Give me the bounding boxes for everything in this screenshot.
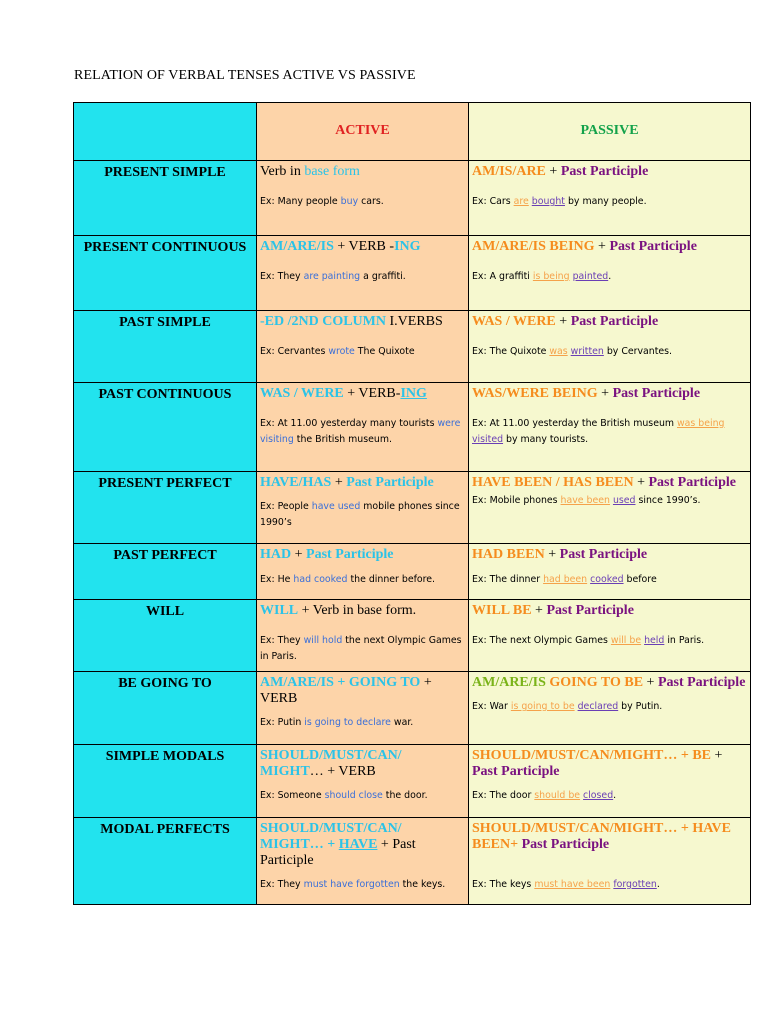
tense-name: PRESENT PERFECT: [74, 472, 257, 544]
passive-example: [472, 194, 747, 210]
example-participle: written: [570, 346, 604, 357]
passive-form: [472, 547, 747, 563]
example-verb: buy: [340, 196, 359, 207]
active-form: [260, 164, 465, 180]
tense-name: PAST SIMPLE: [74, 311, 257, 383]
form-text: +: [633, 475, 649, 490]
form-participle: Past Participle: [559, 547, 648, 562]
form-highlight: HAD: [260, 547, 292, 562]
example-aux: was being: [677, 418, 725, 429]
active-form: [260, 314, 465, 330]
passive-cell: [469, 472, 751, 544]
form-participle: Past Participle: [609, 239, 697, 254]
passive-example: [472, 269, 747, 285]
form-highlight: base form: [304, 164, 360, 179]
tense-name: BE GOING TO: [74, 672, 257, 745]
active-example: [260, 194, 465, 210]
active-cell: [257, 311, 469, 383]
passive-cell: [469, 600, 751, 672]
passive-cell: [469, 818, 751, 905]
active-cell: [257, 672, 469, 745]
form-highlight: HAVE: [338, 837, 378, 852]
example-text: Ex: Someone: [260, 790, 325, 801]
example-verb: is going to declare: [304, 717, 391, 728]
form-highlight: WILL: [260, 603, 299, 618]
table-row: [74, 383, 751, 472]
active-cell: [257, 600, 469, 672]
form-participle: Past Participle: [560, 164, 649, 179]
example-participle: cooked: [590, 574, 624, 585]
passive-example: [472, 344, 747, 360]
form-highlight: ING: [400, 386, 427, 401]
example-text: Ex: They: [260, 271, 304, 282]
active-cell: [257, 818, 469, 905]
header-active: [257, 103, 469, 161]
example-aux: must have been: [534, 879, 611, 890]
example-text: cars.: [358, 196, 384, 207]
table-row: [74, 161, 751, 236]
example-aux: are: [513, 196, 529, 207]
example-text: Ex: Putin: [260, 717, 305, 728]
form-aux: GOING TO BE: [549, 675, 644, 690]
active-example: [260, 269, 465, 285]
form-aux: SHOULD/MUST/CAN/MIGHT… + BE: [472, 748, 712, 763]
example-participle: visited: [472, 434, 504, 445]
page-title: RELATION OF VERBAL TENSES ACTIVE VS PASSIVE: [74, 68, 416, 83]
table-row: [74, 745, 751, 818]
example-text: since 1990’s.: [635, 495, 701, 506]
example-text: Ex: He: [260, 574, 294, 585]
example-text: The Quixote: [354, 346, 415, 357]
table-row: [74, 472, 751, 544]
form-text: +: [544, 547, 560, 562]
active-cell: [257, 544, 469, 600]
form-aux: SHOULD/MUST/CAN/MIGHT… + HAVE BEEN+: [472, 821, 731, 852]
form-highlight: ING: [394, 239, 421, 254]
table-row: [74, 600, 751, 672]
example-verb: will hold: [303, 635, 343, 646]
form-participle: Past Participle: [570, 314, 659, 329]
passive-form: [472, 821, 747, 853]
passive-form: [472, 675, 747, 691]
active-cell: [257, 236, 469, 311]
form-text: +: [555, 314, 571, 329]
form-participle: Past Participle: [648, 475, 736, 490]
example-text: by Putin.: [618, 701, 663, 712]
example-participle: closed: [583, 790, 614, 801]
example-text: Ex: Mobile phones: [472, 495, 561, 506]
example-text: Ex: They: [260, 635, 304, 646]
passive-example: [472, 572, 747, 588]
form-aux: AM/ARE/IS BEING: [472, 239, 595, 254]
form-text: +: [711, 748, 723, 763]
example-text: war.: [390, 717, 414, 728]
active-cell: [257, 383, 469, 472]
passive-form: [472, 475, 747, 491]
active-form: [260, 239, 465, 255]
table-row: [74, 311, 751, 383]
example-text: before: [623, 574, 657, 585]
example-text: mobile phones since 1990’s: [260, 501, 460, 528]
form-highlight: -ED /2ND COLUMN: [260, 314, 386, 329]
tense-name: WILL: [74, 600, 257, 672]
example-text: a graffiti.: [360, 271, 406, 282]
active-example: [260, 877, 465, 893]
form-text: +: [643, 675, 658, 690]
form-aux: WAS/WERE BEING: [472, 386, 598, 401]
table-header-row: [74, 103, 751, 161]
active-example: [260, 499, 465, 531]
passive-form: [472, 386, 747, 402]
example-verb: were visiting: [260, 418, 461, 445]
form-text: +: [331, 475, 347, 490]
example-participle: bought: [531, 196, 565, 207]
active-cell: [257, 472, 469, 544]
example-text: the keys.: [399, 879, 446, 890]
active-cell: [257, 745, 469, 818]
passive-form: [472, 748, 747, 780]
passive-example: [472, 633, 747, 649]
example-participle: used: [612, 495, 636, 506]
example-text: Ex: They: [260, 879, 304, 890]
tense-name: MODAL PERFECTS: [74, 818, 257, 905]
tenses-table: [73, 102, 751, 905]
example-text: the next Olympic Games in Paris.: [260, 635, 462, 662]
active-example: [260, 572, 465, 588]
example-text: Ex: At 11.00 yesterday the British museum: [472, 418, 678, 429]
example-verb: must have forgotten: [303, 879, 400, 890]
form-participle: Past Participle: [472, 764, 560, 779]
form-text: Verb in: [260, 164, 305, 179]
header-active-label: ACTIVE: [335, 123, 390, 138]
form-text: … + VERB: [309, 764, 376, 779]
example-verb: should close: [324, 790, 383, 801]
example-verb: have used: [311, 501, 361, 512]
active-example: [260, 344, 465, 360]
example-text: Ex: The door: [472, 790, 535, 801]
form-text: +: [531, 603, 547, 618]
form-participle: Past Participle: [612, 386, 701, 401]
form-text: + Past Participle: [260, 837, 416, 868]
form-text: +: [291, 547, 307, 562]
active-form: [260, 821, 465, 869]
passive-example: [472, 788, 747, 804]
table-row: [74, 818, 751, 905]
example-aux: is being: [532, 271, 570, 282]
tense-name: PAST PERFECT: [74, 544, 257, 600]
table-row: [74, 672, 751, 745]
passive-cell: [469, 544, 751, 600]
form-text: +: [545, 164, 561, 179]
example-text: Ex: Cars: [472, 196, 514, 207]
passive-cell: [469, 311, 751, 383]
example-participle: forgotten: [613, 879, 657, 890]
passive-example: [472, 699, 747, 715]
form-text: + VERB-: [343, 386, 401, 401]
active-form: [260, 386, 465, 402]
passive-cell: [469, 672, 751, 745]
passive-cell: [469, 383, 751, 472]
example-text: Ex: At 11.00 yesterday many tourists: [260, 418, 438, 429]
example-aux: will be: [610, 635, 642, 646]
active-example: [260, 788, 465, 804]
form-aux: WAS / WERE: [472, 314, 556, 329]
form-highlight: SHOULD/MUST/CAN/ MIGHT: [260, 748, 402, 779]
form-participle: Past Participle: [521, 837, 610, 852]
header-empty-cell: [74, 103, 257, 161]
form-participle: Past Participle: [546, 603, 634, 618]
form-highlight: WAS / WERE: [260, 386, 344, 401]
example-text: Ex: A graffiti: [472, 271, 533, 282]
example-aux: should be: [534, 790, 581, 801]
example-text: Ex: Cervantes: [260, 346, 329, 357]
example-verb: had cooked: [293, 574, 348, 585]
form-text: +: [597, 386, 613, 401]
example-text: by many tourists.: [503, 434, 589, 445]
form-text: +: [594, 239, 610, 254]
active-form: [260, 547, 465, 563]
form-text: + Verb in base form.: [298, 603, 417, 618]
passive-example: [472, 877, 747, 893]
example-aux: have been: [560, 495, 610, 506]
example-verb: wrote: [328, 346, 355, 357]
active-example: [260, 633, 465, 665]
form-highlight: Past Participle: [346, 475, 434, 490]
form-aux: HAD BEEN: [472, 547, 545, 562]
active-form: [260, 475, 465, 491]
example-text: the dinner before.: [347, 574, 436, 585]
example-text: in Paris.: [664, 635, 705, 646]
passive-cell: [469, 161, 751, 236]
example-text: by Cervantes.: [603, 346, 673, 357]
form-highlight: Past Participle: [306, 547, 394, 562]
passive-form: [472, 164, 747, 180]
tense-name: SIMPLE MODALS: [74, 745, 257, 818]
form-text: + VERB -: [333, 239, 395, 254]
passive-example: [472, 493, 747, 509]
form-text: + VERB: [260, 675, 432, 706]
header-passive: [469, 103, 751, 161]
example-text: Ex: People: [260, 501, 312, 512]
passive-form: [472, 603, 747, 619]
active-form: [260, 603, 465, 619]
form-highlight: HAVE/HAS: [260, 475, 332, 490]
example-text: Ex: War: [472, 701, 511, 712]
example-participle: painted: [572, 271, 609, 282]
example-aux: was: [549, 346, 568, 357]
example-text: .: [608, 271, 612, 282]
example-aux: had been: [543, 574, 588, 585]
table-row: [74, 236, 751, 311]
form-aux: WILL BE: [472, 603, 532, 618]
form-text: I.VERBS: [386, 314, 443, 329]
passive-cell: [469, 236, 751, 311]
header-passive-label: PASSIVE: [580, 123, 639, 138]
active-cell: [257, 161, 469, 236]
example-text: Ex: The next Olympic Games: [472, 635, 611, 646]
table-row: [74, 544, 751, 600]
active-form: [260, 675, 465, 707]
example-verb: are painting: [303, 271, 361, 282]
example-text: Ex: Many people: [260, 196, 341, 207]
active-form: [260, 748, 465, 780]
example-text: .: [656, 879, 660, 890]
passive-cell: [469, 745, 751, 818]
example-text: Ex: The dinner: [472, 574, 544, 585]
form-highlight: SHOULD/MUST/CAN/ MIGHT… +: [260, 821, 402, 852]
example-text: .: [613, 790, 617, 801]
tense-name: PRESENT SIMPLE: [74, 161, 257, 236]
form-highlight: AM/ARE/IS + GOING TO: [260, 675, 421, 690]
example-participle: declared: [577, 701, 619, 712]
active-example: [260, 715, 465, 731]
passive-form: [472, 239, 747, 255]
example-participle: held: [644, 635, 665, 646]
example-text: Ex: The keys: [472, 879, 535, 890]
active-example: [260, 416, 465, 448]
example-text: the British museum.: [293, 434, 392, 445]
example-aux: is going to be: [510, 701, 575, 712]
tense-name: PAST CONTINUOUS: [74, 383, 257, 472]
example-text: by many people.: [564, 196, 647, 207]
form-aux: HAVE BEEN / HAS BEEN: [472, 475, 634, 490]
form-aux: AM/IS/ARE: [472, 164, 546, 179]
example-text: the door.: [382, 790, 428, 801]
example-text: Ex: The Quixote: [472, 346, 550, 357]
passive-example: [472, 416, 747, 448]
form-aux: AM/ARE/IS: [472, 675, 546, 690]
form-participle: Past Participle: [657, 675, 746, 690]
passive-form: [472, 314, 747, 330]
form-highlight: AM/ARE/IS: [260, 239, 334, 254]
tense-name: PRESENT CONTINUOUS: [74, 236, 257, 311]
